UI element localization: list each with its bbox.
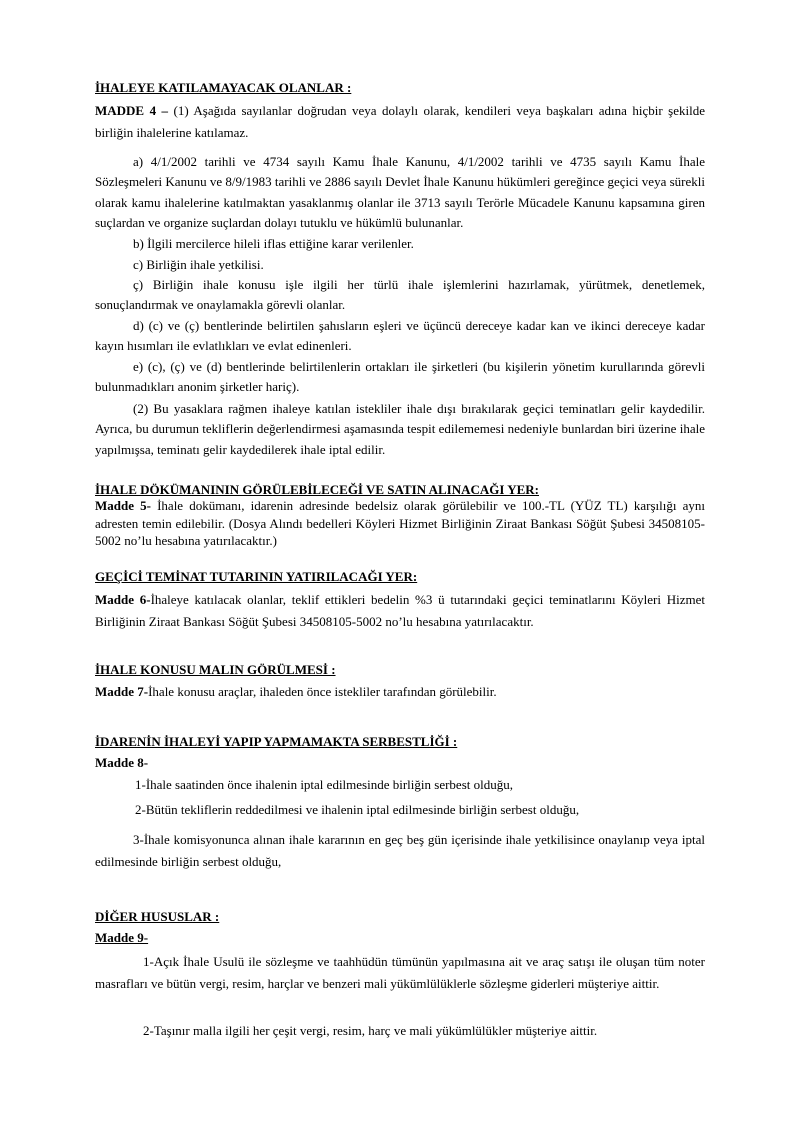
madde-5-text — [95, 497, 705, 550]
section-heading-ihaleye-katilamayacak: İHALEYE KATILAMAYACAK OLANLAR : — [95, 80, 352, 95]
section-heading-gecici-teminat: GEÇİCİ TEMİNAT TUTARININ YATIRILACAĞI YER: — [95, 569, 418, 584]
madde-7-text — [95, 681, 705, 703]
list-item-c-cedilla: ç) Birliğin ihale konusu işle ilgili her türlü ihale işlemlerini hazırlamak, yürütmek, denetlemek, sonuçlandırmak ve onaylamakla görevli olanlar. — [95, 277, 705, 313]
list-item-d: d) (c) ve (ç) bentlerinde belirtilen şahısların eşleri ve üçüncü dereceye kadar kan ve ikinci dereceye kadar kayın hısımları ile evlatlıkları ve evlat edinenleri. — [95, 318, 705, 354]
madde-text: İhale dokümanı, idarenin adresinde bedelsiz olarak görülebilir ve 100.-TL (YÜZ TL) karşılığı aynı adresten temin edilebilir. (Dosya Alındı bedelleri Köyleri Hizmet Birliğinin Ziraat Bankası Söğüt Şubesi 34508105-5002 no’lu hesabına yatırılacaktır.) — [95, 498, 705, 548]
list-item-b: b) İlgili mercilerce hileli iflas ettiğine karar verilenler. — [133, 236, 414, 251]
madde-label: Madde 5- — [95, 498, 151, 513]
madde-9-item-1: 1-Açık İhale Usulü ile sözleşme ve taahhüdün tümünün yapılmasına ait ve araç satışı ile oluşan tüm noter masrafları ve bütün vergi, resim, harçlar ve benzeri mali yükümlülüklerle sözleşme giderleri müşteriye aittir. — [95, 954, 705, 991]
madde-text: İhale konusu araçlar, ihaleden önce istekliler tarafından görülebilir. — [148, 684, 497, 699]
list-item-e: e) (c), (ç) ve (d) bentlerinde belirtilenlerin ortakları ile şirketleri (bu kişilerin yönetim kurullarında görevli bulunmadıkları anonim şirketler hariç). — [95, 359, 705, 395]
madde-label: MADDE 4 – — [95, 103, 169, 118]
madde-8-item-3: 3-İhale komisyonunca alınan ihale kararının en geç beş gün içerisinde ihale yetkilisince onaylanıp veya iptal edilmesinde birliğin serbest olduğu, — [95, 832, 705, 869]
madde-text: İhaleye katılacak olanlar, teklif ettikleri bedelin %3 ü tutarındaki geçici teminatlarını Köyleri Hizmet Birliğinin Ziraat Bankası Söğüt Şubesi 34508105-5002 no’lu hesabına yatırılacaktır. — [95, 592, 705, 629]
madde-label: Madde 7- — [95, 684, 149, 699]
section-heading-diger-hususlar: DİĞER HUSUSLAR : — [95, 909, 220, 924]
madde-label: Madde 6- — [95, 592, 151, 607]
madde-6-text — [95, 589, 705, 632]
madde-text: (1) Aşağıda sayılanlar doğrudan veya dolaylı olarak, kendileri veya başkaları adına hiçbir şekilde birliğin ihalelerine katılamaz. — [95, 103, 706, 140]
madde-8-item-1: 1-İhale saatinden önce ihalenin iptal edilmesinde birliğin serbest olduğu, — [135, 777, 513, 792]
madde-4-intro — [95, 100, 705, 143]
section-heading-idarenin-serbestligi: İDARENİN İHALEYİ YAPIP YAPMAMAKTA SERBESTLİĞİ : — [95, 734, 458, 749]
list-item-a: a) 4/1/2002 tarihli ve 4734 sayılı Kamu İhale Kanunu, 4/1/2002 tarihli ve 4735 sayılı Kamu İhale Sözleşmeleri Kanunu ve 8/9/1983 tarihli ve 2886 sayılı Devlet İhale Kanunu hükümleri gereğince geçici veya sürekli olarak kamu ihalelerine katılmaktan yasaklanmış olanlar ile 3713 sayılı Terörle Mücadele Kanunu kapsamına giren suçlardan ve organize suçlardan dolayı tutuklu ve hükümlü bulunanlar. — [95, 154, 705, 230]
madde-9-label: Madde 9- — [95, 930, 149, 945]
paragraph-2: (2) Bu yasaklara rağmen ihaleye katılan istekliler ihale dışı bırakılarak geçici teminatları gelir kaydedilir. Ayrıca, bu durumun tekliflerin değerlendirmesi aşamasında tespit edilememesi nedeniyle bunlardan biri üzerine ihale yapılmışsa, teminatı gelir kaydedilerek ihale iptal edilir. — [95, 401, 705, 457]
madde-8-item-2: 2-Bütün tekliflerin reddedilmesi ve ihalenin iptal edilmesinde birliğin serbest olduğu, — [135, 802, 580, 817]
madde-8-label: Madde 8- — [95, 755, 149, 770]
list-item-c: c) Birliğin ihale yetkilisi. — [133, 257, 264, 272]
section-heading-ihale-dokumani: İHALE DÖKÜMANININ GÖRÜLEBİLECEĞİ VE SATIN ALINACAĞI YER: — [95, 482, 539, 497]
section-heading-ihale-konusu: İHALE KONUSU MALIN GÖRÜLMESİ : — [95, 662, 336, 677]
madde-9-item-2: 2-Taşınır malla ilgili her çeşit vergi, resim, harç ve mali yükümlülükler müşteriye aittir. — [143, 1023, 598, 1038]
